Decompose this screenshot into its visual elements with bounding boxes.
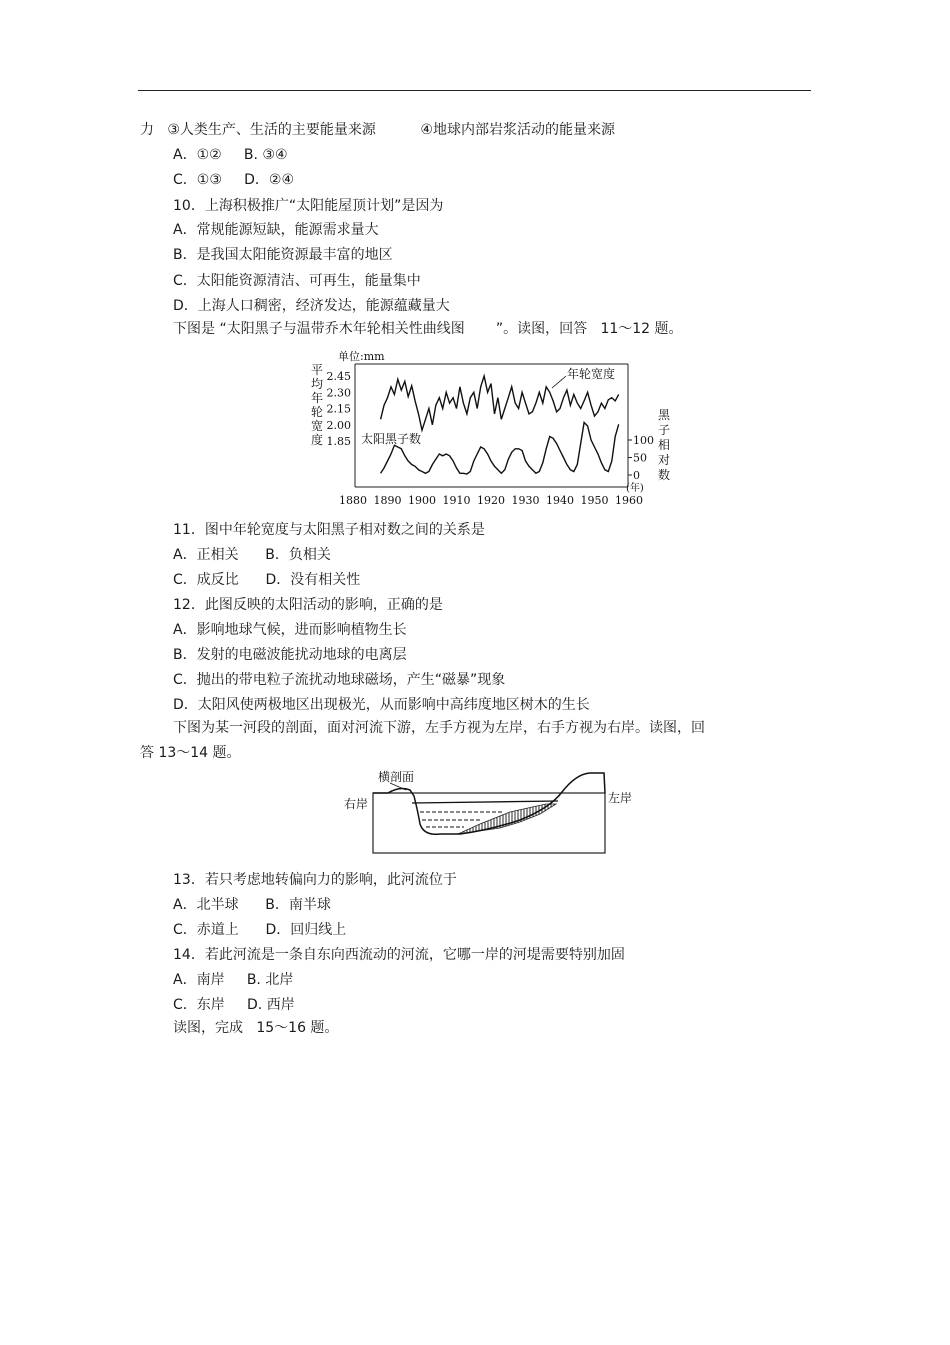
q10-stem: 10．上海积极推广“太阳能屋顶计划”是因为 — [173, 198, 444, 214]
q12-option-b: B．发射的电磁波能扰动地球的电离层 — [173, 647, 407, 663]
water-surface — [412, 801, 558, 803]
x-axis-unit: (年) — [626, 483, 644, 494]
right-axis-label-char: 数 — [658, 468, 671, 482]
series-label-tree-ring-leader — [552, 376, 566, 388]
right-tick-label: 0 — [633, 469, 640, 482]
q11-stem: 11．图中年轮宽度与太阳黑子相对数之间的关系是 — [173, 522, 485, 538]
q14-option-ab: A．南岸 B. 北岸 — [173, 972, 294, 988]
x-tick-label: 1890 — [373, 494, 402, 507]
right-axis-label-char: 子 — [658, 423, 671, 437]
section-label: 横剖面 — [378, 770, 415, 784]
left-axis-label-char: 均 — [311, 377, 324, 391]
chart-unit-label: 单位:mm — [338, 350, 385, 363]
q12-option-a: A．影响地球气候，进而影响植物生长 — [173, 622, 407, 638]
river-cross-section-figure — [340, 768, 640, 858]
q10-option-d: D．上海人口稠密，经济发达，能源蕴藏量大 — [173, 298, 450, 314]
river-intro-cont: 答 13～14 题。 — [140, 745, 241, 761]
left-axis-label-char: 度 — [311, 433, 324, 447]
left-bank-label: 左岸 — [608, 791, 633, 805]
tree-ring-width-line — [381, 376, 619, 430]
sunspot-number-line — [381, 423, 619, 475]
header-rule — [138, 90, 811, 91]
right-axis-label-char: 黑 — [658, 408, 671, 422]
right-axis-label — [658, 408, 671, 482]
right-tick-label: 50 — [633, 451, 647, 465]
series-label-sunspot: 太阳黑子数 — [361, 432, 422, 446]
left-tick-label: 2.15 — [326, 402, 351, 416]
right-bank-label: 右岸 — [344, 797, 369, 811]
q13-stem: 13．若只考虑地转偏向力的影响，此河流位于 — [173, 872, 457, 888]
left-tick-label: 2.45 — [326, 370, 351, 383]
series-label-tree-ring: 年轮宽度 — [567, 367, 616, 381]
right-axis-label-char: 相 — [658, 438, 671, 452]
left-axis-label-char: 宽 — [311, 419, 324, 433]
q10-option-b: B．是我国太阳能资源最丰富的地区 — [173, 247, 393, 263]
x-tick-label: 1960 — [615, 494, 643, 507]
q13-option-ab: A．北半球 B．南半球 — [173, 897, 331, 913]
q15-intro: 读图，完成 15～16 题。 — [173, 1020, 339, 1036]
sunspot-tree-ring-chart — [308, 346, 680, 510]
q13-option-cd: C．赤道上 D．回归线上 — [173, 922, 347, 938]
right-tick-label: 100 — [633, 434, 654, 447]
q12-stem: 12．此图反映的太阳活动的影响，正确的是 — [173, 597, 443, 613]
x-tick-label: 1930 — [511, 494, 540, 507]
q9-options-line3: 力 ③人类生产、生活的主要能量来源 ④地球内部岩浆活动的能量来源 — [140, 122, 615, 138]
q10-option-c: C．太阳能资源清洁、可再生，能量集中 — [173, 273, 421, 289]
left-axis-label — [311, 363, 323, 447]
left-tick-label: 2.30 — [326, 386, 351, 400]
river-intro: 下图为某一河段的剖面，面对河流下游，左手方视为左岸，右手方视为右岸。读图，回 — [173, 720, 705, 736]
left-tick-label: 2.00 — [326, 418, 351, 432]
left-axis-label-char: 平 — [311, 363, 324, 377]
q10-option-a: A．常规能源短缺，能源需求量大 — [173, 222, 379, 238]
q9-option-cd: C．①③ D．②④ — [173, 172, 295, 188]
q9-option-ab: A．①② B. ③④ — [173, 147, 288, 163]
left-axis-label-char: 轮 — [311, 405, 324, 419]
x-tick-label: 1880 — [339, 494, 367, 507]
x-tick-label: 1920 — [477, 494, 505, 507]
q14-option-cd: C．东岸 D. 西岸 — [173, 997, 295, 1013]
left-tick-label: 1.85 — [326, 435, 351, 448]
q11-option-cd: C．成反比 D．没有相关性 — [173, 572, 361, 588]
right-axis-label-char: 对 — [658, 453, 671, 467]
q11-option-ab: A．正相关 B．负相关 — [173, 547, 331, 563]
left-axis-label-char: 年 — [311, 391, 324, 405]
q12-option-d: D．太阳风使两极地区出现极光，从而影响中高纬度地区树木的生长 — [173, 697, 590, 713]
q12-option-c: C．抛出的带电粒子流扰动地球磁场，产生“磁暴”现象 — [173, 672, 506, 688]
q14-stem: 14．若此河流是一条自东向西流动的河流，它哪一岸的河堤需要特别加固 — [173, 947, 625, 963]
x-tick-label: 1940 — [546, 494, 574, 507]
deposit-slope — [458, 804, 556, 834]
chart-intro: 下图是 “太阳黑子与温带乔木年轮相关性曲线图 ”。读图，回答 11～12 题。 — [173, 321, 683, 337]
x-tick-label: 1910 — [442, 494, 471, 507]
x-tick-label: 1950 — [580, 494, 609, 507]
x-tick-label: 1900 — [408, 494, 436, 507]
